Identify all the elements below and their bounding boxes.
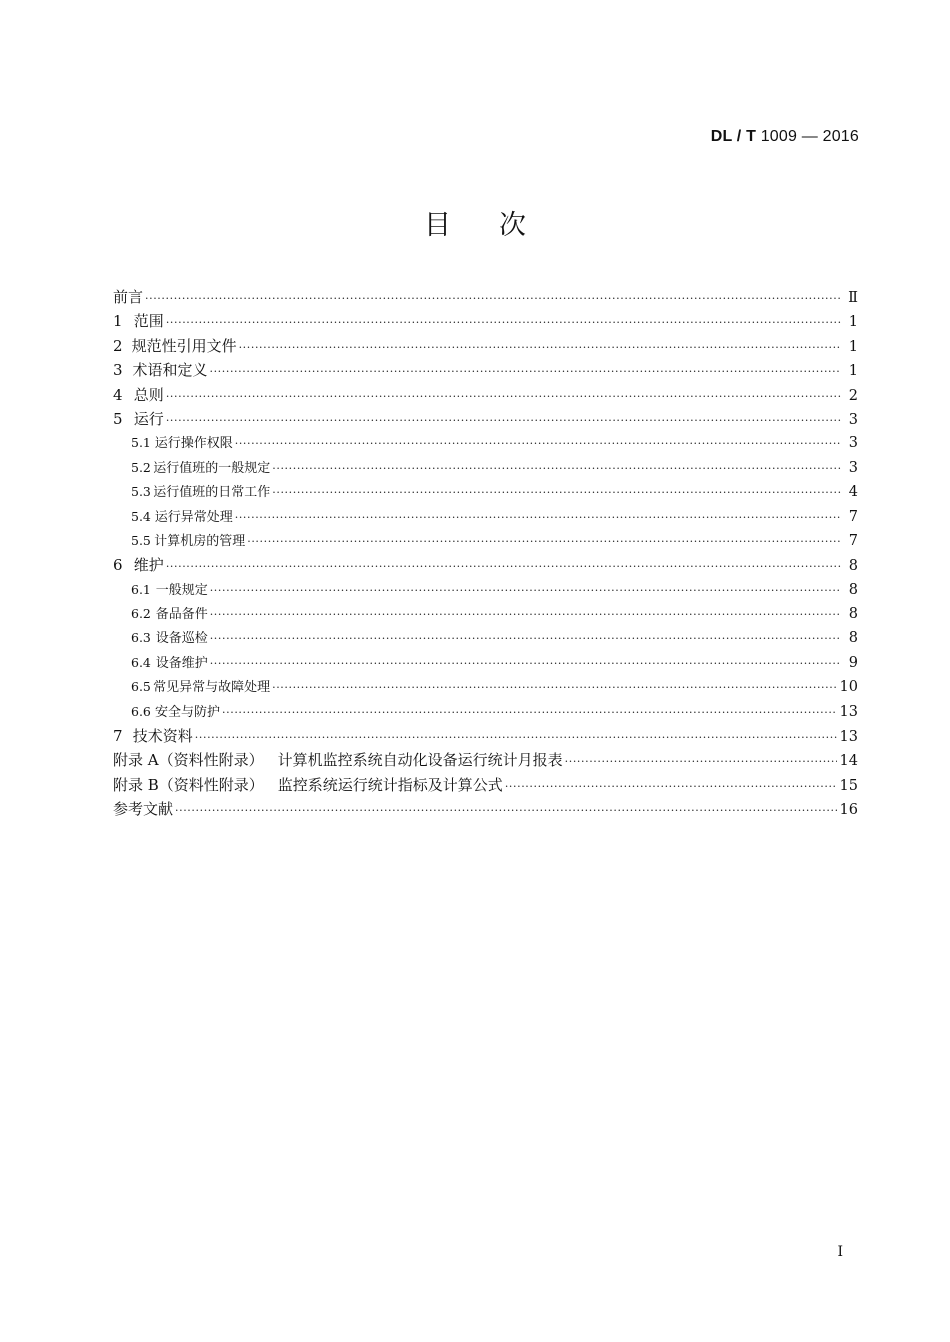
- toc-entry-label: 术语和定义: [132, 361, 208, 380]
- toc-entry-page: 2: [848, 387, 858, 404]
- toc-entry-number: 5: [113, 409, 123, 428]
- toc-entry-foreword[interactable]: [113, 285, 858, 309]
- toc-entry-page: 9: [848, 654, 858, 671]
- toc-entry-label: 总则: [133, 385, 164, 404]
- toc-entry-page: Ⅱ: [848, 290, 858, 306]
- toc-entry-label: 参考文献: [113, 800, 174, 819]
- toc-entry-section-6-6[interactable]: [113, 700, 858, 724]
- toc-entry-page: 3: [848, 459, 858, 476]
- toc-entry-section-6-1[interactable]: [113, 578, 858, 602]
- toc-entry-label: 安全与防护: [155, 704, 221, 720]
- toc-leader-dots: [505, 775, 837, 799]
- toc-entry-number: 1: [113, 312, 123, 331]
- toc-entry-page: 8: [848, 606, 858, 623]
- toc-entry-label: 计算机房的管理: [154, 533, 246, 549]
- toc-entry-number: 6.6: [131, 703, 151, 719]
- toc-entry-section-5-3[interactable]: [113, 480, 858, 504]
- toc-entry-page: 1: [848, 363, 858, 380]
- toc-entry-page: 8: [848, 558, 858, 575]
- toc-entry-number: 5.5: [131, 532, 151, 548]
- toc-entry-number: 6.4: [131, 654, 151, 670]
- toc-entry-page: 7: [848, 532, 858, 549]
- toc-entry-number: 7: [113, 727, 123, 746]
- toc-entry-number: 2: [113, 336, 123, 355]
- toc-entry-page: 8: [848, 581, 858, 598]
- toc-leader-dots: [272, 457, 841, 481]
- toc-entry-page: 14: [839, 753, 858, 770]
- toc-entry-number: 6.2: [131, 606, 151, 622]
- toc-entry-references[interactable]: [113, 797, 858, 821]
- toc-leader-dots: [209, 360, 841, 384]
- toc-entry-label: 技术资料: [132, 727, 193, 746]
- toc-entry-number: 5.3: [131, 484, 151, 500]
- toc-entry-appendix-a[interactable]: [113, 748, 858, 772]
- toc-leader-dots: [235, 432, 841, 456]
- toc-entry-number: 5.2: [131, 459, 151, 475]
- toc-entry-number: 6.3: [131, 630, 151, 646]
- toc-entry-page: 13: [839, 703, 858, 720]
- toc-entry-number: 附录 B（资料性附录）: [113, 775, 264, 794]
- toc-entry-number: 3: [113, 361, 123, 380]
- toc-leader-dots: [272, 481, 841, 505]
- toc-entry-number: 6: [113, 556, 123, 575]
- toc-entry-label: 运行值班的一般规定: [153, 460, 271, 476]
- toc-leader-dots: [166, 409, 841, 433]
- toc-entry-label: 运行异常处理: [154, 509, 233, 525]
- toc-entry-section-5-1[interactable]: [113, 431, 858, 455]
- toc-entry-section-5-2[interactable]: [113, 456, 858, 480]
- toc-entry-page: 3: [848, 411, 858, 428]
- page-number: I: [837, 1244, 843, 1260]
- standard-code-prefix: DL / T: [710, 128, 757, 145]
- standard-code-number: 1009 — 2016: [756, 128, 859, 145]
- toc-entry-label: 规范性引用文件: [131, 336, 237, 355]
- toc-entry-section-2[interactable]: [113, 334, 858, 358]
- toc-entry-page: 8: [848, 630, 858, 647]
- toc-leader-dots: [166, 555, 841, 579]
- toc-leader-dots: [210, 579, 841, 603]
- toc-entry-label: 运行值班的日常工作: [153, 485, 271, 501]
- toc-leader-dots: [235, 506, 841, 530]
- toc-entry-section-6-5[interactable]: [113, 675, 858, 699]
- toc-entry-number: 6.1: [131, 581, 151, 597]
- toc-entry-section-5-5[interactable]: [113, 529, 858, 553]
- toc-entry-section-6-2[interactable]: [113, 602, 858, 626]
- toc-entry-page: 7: [848, 508, 858, 525]
- toc-entry-label: 维护: [133, 556, 164, 575]
- table-of-contents: [113, 285, 858, 822]
- toc-leader-dots: [210, 652, 841, 676]
- toc-leader-dots: [195, 726, 837, 750]
- toc-entry-section-6-4[interactable]: [113, 651, 858, 675]
- toc-leader-dots: [247, 530, 841, 554]
- toc-entry-label: 一般规定: [155, 582, 208, 598]
- toc-leader-dots: [565, 750, 837, 774]
- toc-entry-section-5[interactable]: [113, 407, 858, 431]
- toc-entry-section-5-4[interactable]: [113, 505, 858, 529]
- toc-entry-page: 10: [839, 679, 858, 696]
- toc-entry-label: 监控系统运行统计指标及计算公式: [277, 775, 503, 794]
- toc-entry-appendix-b[interactable]: [113, 773, 858, 797]
- toc-entry-section-7[interactable]: [113, 724, 858, 748]
- toc-entry-section-4[interactable]: [113, 383, 858, 407]
- toc-entry-page: 16: [839, 802, 858, 819]
- toc-entry-label: 设备巡检: [155, 631, 208, 647]
- toc-entry-number: 附录 A（资料性附录）: [113, 751, 264, 770]
- toc-entry-section-1[interactable]: [113, 309, 858, 333]
- standard-code: [711, 128, 859, 146]
- toc-entry-label: 计算机监控系统自动化设备运行统计月报表: [277, 751, 563, 770]
- toc-entry-page: 3: [848, 435, 858, 452]
- toc-entry-section-6[interactable]: [113, 553, 858, 577]
- toc-entry-page: 13: [839, 729, 858, 746]
- toc-leader-dots: [166, 385, 841, 409]
- toc-entry-label: 前言: [113, 288, 144, 306]
- toc-leader-dots: [210, 603, 841, 627]
- toc-leader-dots: [166, 311, 841, 335]
- toc-entry-number: 5.1: [131, 435, 151, 451]
- toc-entry-page: 1: [848, 338, 858, 355]
- toc-entry-number: 4: [113, 385, 123, 404]
- toc-leader-dots: [222, 701, 837, 725]
- toc-leader-dots: [210, 627, 841, 651]
- toc-entry-label: 运行: [133, 409, 164, 428]
- toc-entry-label: 备品备件: [155, 607, 208, 623]
- toc-entry-label: 范围: [133, 312, 164, 331]
- toc-entry-label: 设备维护: [155, 655, 208, 671]
- toc-leader-dots: [145, 287, 841, 311]
- toc-leader-dots: [175, 799, 837, 823]
- toc-leader-dots: [272, 676, 836, 700]
- toc-entry-number: 6.5: [131, 679, 151, 695]
- toc-entry-number: 5.4: [131, 508, 151, 524]
- toc-entry-section-6-3[interactable]: [113, 626, 858, 650]
- toc-entry-section-3[interactable]: [113, 358, 858, 382]
- toc-entry-page: 1: [848, 314, 858, 331]
- toc-entry-label: 常见异常与故障处理: [153, 680, 271, 696]
- toc-leader-dots: [239, 336, 841, 360]
- toc-entry-page: 4: [848, 484, 858, 501]
- page-title: 目次: [424, 210, 574, 241]
- toc-entry-label: 运行操作权限: [154, 436, 233, 452]
- toc-entry-page: 15: [839, 777, 858, 794]
